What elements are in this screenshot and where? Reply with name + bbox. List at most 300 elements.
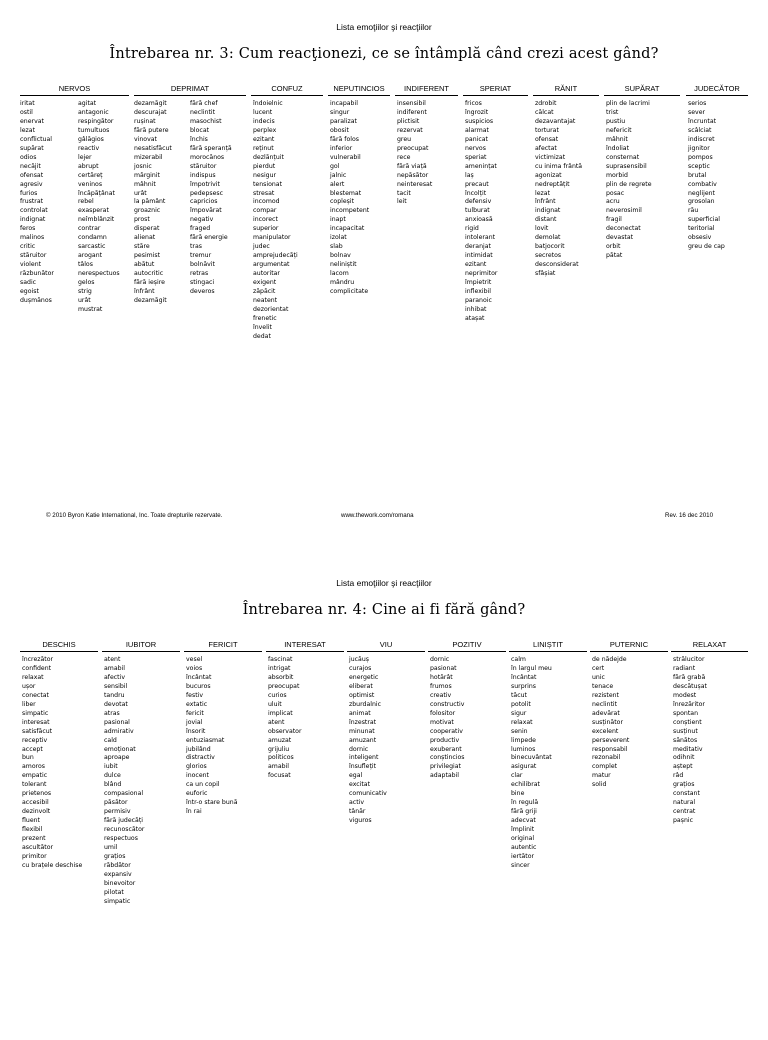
column-heading: DESCHIS (20, 640, 98, 652)
emotion-word: ezitant (465, 261, 487, 269)
emotion-word: surprins (511, 682, 537, 690)
emotion-word: masochist (190, 117, 222, 125)
emotion-word: constant (673, 790, 700, 798)
emotion-word: sarcastic (78, 243, 106, 251)
emotion-word: egal (349, 772, 363, 780)
emotion-word: împotrivit (190, 180, 220, 188)
emotion-word: extatic (186, 700, 208, 708)
emotion-word: fără speranță (190, 144, 232, 152)
column-heading: POZITIV (428, 640, 506, 652)
column-heading: DEPRIMAT (134, 84, 246, 96)
emotion-word: dedat (253, 332, 271, 340)
emotion-word: însorit (186, 727, 206, 735)
emotion-word: exasperat (78, 207, 109, 215)
emotion-word: productiv (430, 736, 460, 744)
emotion-word: natural (673, 799, 696, 807)
emotion-word: expansiv (104, 870, 132, 878)
emotion-word: prost (134, 216, 150, 224)
emotion-word: fără folos (330, 135, 359, 143)
emotion-word: tulburat (465, 207, 490, 215)
emotion-word: aștept (673, 763, 693, 771)
emotion-word: în largul meu (511, 664, 552, 672)
emotion-word: devotat (104, 700, 128, 708)
emotion-word: glorios (186, 763, 207, 771)
emotion-word: conectat (22, 691, 49, 699)
page-title: Întrebarea nr. 4: Cine ai fi fără gând? (242, 602, 526, 618)
emotion-word: incompetent (330, 207, 370, 215)
emotion-word: liber (22, 700, 36, 708)
emotion-word-list (465, 100, 497, 324)
emotion-word: rușinat (134, 117, 156, 125)
emotion-word: neverosimil (606, 207, 642, 215)
emotion-word: violent (20, 261, 42, 269)
emotion-word: zdrobit (535, 100, 557, 107)
emotion-word: autocritic (134, 270, 164, 278)
emotion-word: rece (397, 153, 411, 161)
emotion-word: manipulator (253, 234, 291, 242)
emotion-word: închis (190, 135, 208, 143)
emotion-word: pasionat (430, 664, 457, 672)
emotion-word: mândru (330, 279, 355, 287)
emotion-word: dezorientat (253, 305, 289, 313)
emotion-word: judec (253, 243, 270, 251)
emotion-word: defensiv (465, 198, 492, 206)
emotion-word: blocat (190, 126, 210, 134)
emotion-word: groaznic (134, 207, 161, 215)
emotion-word: fragil (606, 216, 622, 224)
emotion-word: voios (186, 664, 203, 672)
emotion-word: rău (688, 207, 699, 215)
emotion-word: superior (253, 225, 279, 233)
emotion-word: permisiv (104, 808, 131, 816)
emotion-word: fără chef (190, 100, 218, 107)
emotion-word: încântat (186, 673, 212, 681)
emotion-word: victimizat (535, 153, 566, 161)
emotion-word: dezavantajat (535, 117, 576, 125)
emotion-word: înzestrat (349, 718, 377, 726)
emotion-word: excelent (592, 727, 619, 735)
emotion-word-list (186, 656, 238, 817)
emotion-word: iritat (20, 100, 35, 107)
emotion-word: indignat (535, 207, 561, 215)
emotion-word: compar (253, 207, 277, 215)
emotion-word: enervat (20, 117, 44, 125)
emotion-word: afectiv (104, 673, 125, 681)
emotion-word: distant (535, 216, 557, 224)
emotion-word: motivat (430, 718, 454, 726)
emotion-word: centrat (673, 808, 696, 816)
emotion-word: observator (268, 727, 302, 735)
emotion-word: indispus (190, 171, 216, 179)
emotion-word: pompos (688, 153, 713, 161)
emotion-word: cald (104, 736, 117, 744)
emotion-word: într-o stare bună (186, 799, 238, 807)
emotion-word: spontan (673, 709, 698, 717)
emotion-word: abrupt (78, 162, 99, 170)
emotion-word: demolat (535, 234, 561, 242)
emotion-word: susținător (592, 718, 623, 726)
emotion-word: împovărat (190, 207, 222, 215)
emotion-word: fără grabă (673, 673, 706, 681)
emotion-word: obsesiv (688, 234, 712, 242)
emotion-word: fericit (186, 709, 204, 717)
emotion-word-list (592, 656, 629, 790)
emotion-word-list (330, 100, 369, 297)
emotion-word: echilibrat (511, 781, 540, 789)
emotion-word: răzbunător (20, 270, 54, 278)
emotion-column-nervos (20, 84, 129, 313)
emotion-word: slab (330, 243, 343, 251)
emotion-word: zăpăcit (253, 288, 276, 296)
column-heading: NEPUTINCIOS (328, 84, 390, 96)
emotion-word: perseverent (592, 736, 630, 744)
emotion-word: serios (688, 100, 707, 107)
emotion-word: cooperativ (430, 727, 463, 735)
emotion-word: amabil (268, 763, 289, 771)
emotion-word: fără ieșire (134, 279, 165, 287)
emotion-word: consternat (606, 153, 640, 161)
emotion-word-list (430, 656, 465, 781)
emotion-word: orbit (606, 243, 621, 251)
emotion-word: critic (20, 243, 36, 251)
emotion-word: gâlăgios (78, 135, 104, 143)
emotion-word: indignat (20, 216, 46, 224)
emotion-word: jignitor (688, 144, 710, 152)
emotion-word: flexibil (22, 826, 43, 834)
emotion-word: amuzat (268, 736, 292, 744)
emotion-word: amenințat (465, 162, 497, 170)
emotion-word: radiant (673, 664, 696, 672)
column-heading: INDIFERENT (395, 84, 458, 96)
emotion-word: dezlănțuit (253, 153, 284, 161)
emotion-columns (20, 640, 748, 1040)
emotion-word: retras (190, 270, 209, 278)
emotion-word: bun (22, 754, 34, 762)
emotion-word: relaxat (22, 673, 44, 681)
emotion-word: complicitate (330, 288, 369, 296)
emotion-word: batjocorit (535, 243, 565, 251)
emotion-word: atent (104, 656, 121, 663)
emotion-column-deschis (20, 640, 98, 869)
column-heading: VIU (347, 640, 425, 652)
emotion-word: mizerabil (134, 153, 163, 161)
emotion-word: brutal (688, 171, 707, 179)
emotion-word: suspicios (465, 117, 494, 125)
emotion-word: jovial (186, 718, 203, 726)
emotion-word: sfâșiat (535, 270, 556, 278)
emotion-word: dezinvolt (22, 808, 51, 816)
emotion-word: pustiu (606, 117, 626, 125)
emotion-word: excitat (349, 781, 371, 789)
emotion-word: scâlciat (688, 126, 712, 134)
emotion-word: stăre (134, 243, 150, 251)
emotion-word: îngrozit (465, 108, 489, 116)
emotion-word: fluent (22, 817, 40, 825)
emotion-word: negativ (190, 216, 214, 224)
emotion-column-pozitiv (428, 640, 506, 780)
emotion-word: tânăr (349, 808, 366, 816)
emotion-word: privilegiat (430, 763, 461, 771)
emotion-word: de nădejde (592, 656, 627, 663)
emotion-word: optimist (349, 691, 375, 699)
emotion-word: secretos (535, 252, 562, 260)
emotion-word: însuflețit (349, 763, 377, 771)
emotion-word: rezistent (592, 691, 619, 699)
emotion-word: în rai (186, 808, 202, 816)
column-heading: CONFUZ (251, 84, 323, 96)
emotion-word: jucăuș (349, 656, 369, 663)
emotion-word: indiferent (397, 108, 427, 116)
emotion-word: călcat (535, 108, 554, 116)
emotion-word: mărginit (134, 171, 160, 179)
column-heading: RELAXAT (671, 640, 748, 652)
emotion-word: bolnăvit (190, 261, 215, 269)
emotion-word: neliniștit (330, 261, 357, 269)
emotion-word: jubilând (186, 745, 211, 753)
emotion-word-list (104, 656, 144, 907)
emotion-word: plin de regrete (606, 180, 652, 188)
emotion-word: binevoitor (104, 879, 136, 887)
emotion-word: plictisit (397, 117, 420, 125)
emotion-word: satisfăcut (22, 727, 53, 735)
emotion-word-list (397, 100, 432, 207)
page-question-4 (0, 556, 768, 1024)
emotion-word: atașat (465, 314, 485, 322)
emotion-word: nesatisfăcut (134, 144, 172, 152)
emotion-word: malinos (20, 234, 45, 242)
emotion-word: incomod (253, 198, 280, 206)
emotion-word: iubit (104, 763, 118, 771)
emotion-word: fără judecăți (104, 817, 143, 825)
emotion-word: laș (465, 171, 474, 179)
emotion-column-speriat (463, 84, 528, 322)
column-heading: LINIȘTIT (509, 640, 587, 652)
emotion-word: minunat (349, 727, 375, 735)
emotion-word: anxioasă (465, 216, 493, 224)
emotion-word: la pământ (134, 198, 166, 206)
emotion-word: josnic (134, 162, 152, 170)
emotion-word: confident (22, 664, 52, 672)
emotion-word: copleșit (330, 198, 355, 206)
emotion-word: ofensat (535, 135, 559, 143)
emotion-word: fără putere (134, 126, 169, 134)
emotion-word-list (349, 656, 387, 826)
emotion-word-list (268, 656, 302, 781)
emotion-word: neprimitor (465, 270, 498, 278)
emotion-word: încolțit (465, 189, 487, 197)
emotion-word: admirativ (104, 727, 134, 735)
emotion-word: complet (592, 763, 618, 771)
emotion-word: calm (511, 656, 526, 663)
emotion-word: incapacitat (330, 225, 365, 233)
emotion-word: singur (330, 108, 350, 116)
emotion-word: asigurat (511, 763, 537, 771)
emotion-word: arogant (78, 252, 103, 260)
emotion-word: supărat (20, 144, 44, 152)
emotion-word: blând (104, 781, 122, 789)
emotion-word: frustrat (20, 198, 44, 206)
emotion-word: teritorial (688, 225, 715, 233)
emotion-word: grosolan (688, 198, 715, 206)
emotion-word: vulnerabil (330, 153, 361, 161)
emotion-word: amuzant (349, 736, 377, 744)
emotion-word: exuberant (430, 745, 462, 753)
emotion-word: zburdalnic (349, 700, 382, 708)
emotion-word: pătat (606, 252, 623, 260)
emotion-word: neîmblânzit (78, 216, 115, 224)
emotion-word: jalnic (330, 171, 347, 179)
emotion-word: strălucitor (673, 656, 705, 663)
emotion-word: lucent (253, 108, 273, 116)
emotion-word: agresiv (20, 180, 43, 188)
emotion-word: urât (134, 189, 147, 197)
emotion-word: izolat (330, 234, 347, 242)
emotion-word: atras (104, 709, 120, 717)
emotion-word: dornic (430, 656, 450, 663)
emotion-word: înfrânt (535, 198, 556, 206)
emotion-word: nefericit (606, 126, 632, 134)
emotion-word: conflictual (20, 135, 52, 143)
emotion-column-deprimat (134, 84, 246, 304)
emotion-word: eliberat (349, 682, 373, 690)
emotion-word: reținut (253, 144, 274, 152)
emotion-word: distractiv (186, 754, 215, 762)
emotion-word: superficial (688, 216, 720, 224)
emotion-word: luminos (511, 745, 536, 753)
emotion-word: tumultuos (78, 126, 110, 134)
emotion-column-indiferent (395, 84, 458, 206)
emotion-word: intrigat (268, 664, 291, 672)
emotion-word: conștient (673, 718, 702, 726)
emotion-word: precaut (465, 180, 489, 188)
emotion-word: îndoliat (606, 144, 630, 152)
emotion-word: fascinat (268, 656, 293, 663)
emotion-word: frumos (430, 682, 452, 690)
emotion-word: ușor (22, 682, 36, 690)
emotion-word: relaxat (511, 718, 533, 726)
emotion-word: comunicativ (349, 790, 387, 798)
emotion-word: senin (511, 727, 528, 735)
emotion-word: stăruitor (190, 162, 217, 170)
emotion-column-fericit (184, 640, 262, 816)
emotion-word: festiv (186, 691, 204, 699)
emotion-word: pilotat (104, 888, 124, 896)
emotion-word: prezent (22, 835, 46, 843)
emotion-word: respingător (78, 117, 114, 125)
emotion-word: fără griji (511, 808, 537, 816)
emotion-word: fără viață (397, 162, 427, 170)
emotion-word: indiscret (688, 135, 715, 143)
emotion-word: lovit (535, 225, 549, 233)
emotion-word: dezamăgit (134, 296, 167, 304)
emotion-word: adecvat (511, 817, 536, 825)
emotion-word: tremur (190, 252, 212, 260)
emotion-word: inocent (186, 772, 209, 780)
emotion-word: animat (349, 709, 371, 717)
emotion-column-supărat (604, 84, 680, 260)
emotion-word: descătușat (673, 682, 707, 690)
emotion-word: dușmănos (20, 296, 52, 304)
emotion-word: împlinit (511, 826, 535, 834)
emotion-word: nerespectuos (78, 270, 120, 278)
emotion-word: leit (397, 198, 407, 206)
emotion-column-liniștit (509, 640, 587, 869)
emotion-word: incapabil (330, 100, 358, 107)
emotion-word: preocupat (397, 144, 429, 152)
emotion-word: furios (20, 189, 38, 197)
emotion-word: respectuos (104, 835, 138, 843)
emotion-word: răbdător (104, 861, 131, 869)
emotion-word: adaptabil (430, 772, 460, 780)
footer-website: www.thework.com/romana (341, 512, 414, 519)
emotion-word: compasional (104, 790, 144, 798)
emotion-word: grijuliu (268, 745, 290, 753)
emotion-word-list (253, 100, 298, 342)
emotion-word: dornic (349, 745, 369, 753)
emotion-word: energetic (349, 673, 379, 681)
emotion-word-list (535, 100, 582, 279)
emotion-word: înfrânt (134, 288, 155, 296)
emotion-column-viu (347, 640, 425, 825)
emotion-word-list (673, 656, 707, 826)
emotion-word: activ (349, 799, 365, 807)
emotion-word: obosit (330, 126, 349, 134)
emotion-word: reactiv (78, 144, 100, 152)
emotion-word: focusat (268, 772, 291, 780)
emotion-word: deranjat (465, 243, 491, 251)
emotion-word: certăreț (78, 171, 103, 179)
page-header-label: Lista emoţiilor şi reacţiilor (336, 578, 432, 588)
emotion-word: ezitant (253, 135, 275, 143)
emotion-word-list (20, 100, 54, 306)
emotion-word: mustrat (78, 305, 103, 313)
emotion-word: folositor (430, 709, 456, 717)
emotion-word: necăjit (20, 162, 41, 170)
emotion-word: dezamăgit (134, 100, 167, 107)
emotion-word: perplex (253, 126, 277, 134)
emotion-word: intolerant (465, 234, 496, 242)
emotion-word: speriat (465, 153, 487, 161)
emotion-word: nesigur (253, 171, 277, 179)
emotion-word: gelos (78, 279, 95, 287)
emotion-word: ca un copil (186, 781, 220, 789)
emotion-word: alarmat (465, 126, 489, 134)
emotion-word: contrar (78, 225, 101, 233)
emotion-word: strig (78, 288, 92, 296)
emotion-word: cert (592, 664, 605, 672)
emotion-column-interesat (266, 640, 344, 780)
emotion-word: tolerant (22, 781, 47, 789)
column-heading: INTERESAT (266, 640, 344, 652)
emotion-word: afectat (535, 144, 557, 152)
emotion-word: bine (511, 790, 525, 798)
emotion-word: cu inima frântă (535, 162, 583, 170)
emotion-word-list (688, 100, 725, 252)
column-heading: PUTERNIC (590, 640, 668, 652)
emotion-word-list (606, 100, 652, 261)
emotion-word: responsabil (592, 745, 628, 753)
emotion-word: tenace (592, 682, 614, 690)
emotion-word: constructiv (430, 700, 465, 708)
emotion-word: accesibil (22, 799, 49, 807)
emotion-word: modest (673, 691, 697, 699)
emotion-word: descurajat (134, 108, 167, 116)
emotion-word: tras (190, 243, 202, 251)
emotion-word: unic (592, 673, 605, 681)
emotion-word: inhibat (465, 305, 487, 313)
emotion-word: rebel (78, 198, 94, 206)
emotion-word: mâhnit (606, 135, 628, 143)
